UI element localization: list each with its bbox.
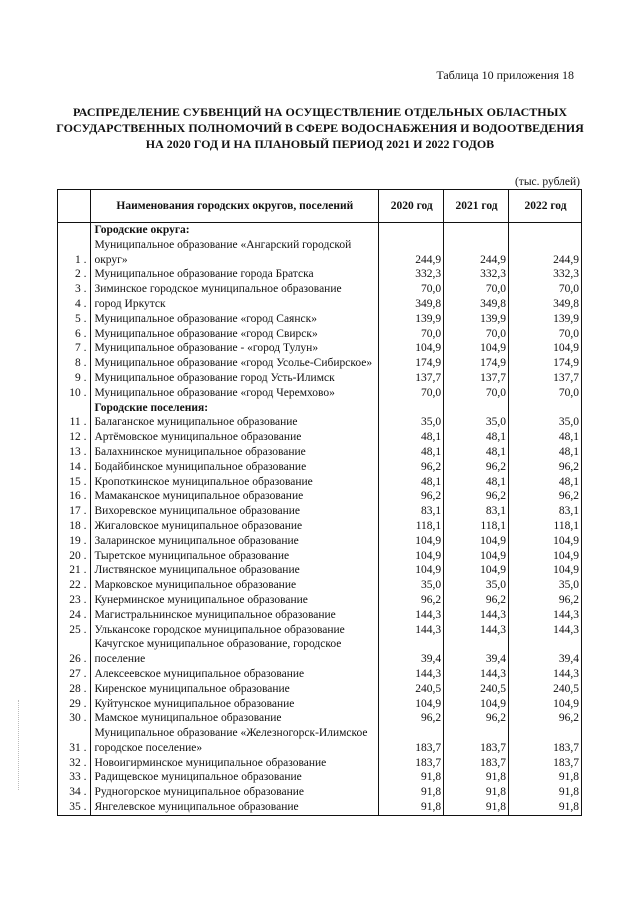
municipality-name: Муниципальное образование «город Саянск» — [91, 312, 379, 327]
value-2020: 183,7 — [379, 726, 444, 756]
value-2022: 48,1 — [509, 445, 582, 460]
municipality-name: Муниципальное образование «Ангарский городской округ» — [91, 238, 379, 268]
row-number: 24 . — [58, 608, 91, 623]
row-number — [58, 401, 91, 416]
value-2021: 96,2 — [444, 460, 509, 475]
value-2021: 83,1 — [444, 504, 509, 519]
row-number — [58, 223, 91, 238]
row-number: 21 . — [58, 563, 91, 578]
value-2022: 35,0 — [509, 578, 582, 593]
value-2020: 104,9 — [379, 341, 444, 356]
municipality-name: Кропоткинское муниципальное образование — [91, 475, 379, 490]
table-row — [58, 356, 582, 371]
header-name: Наименования городских округов, поселений — [91, 190, 379, 223]
value-2021: 183,7 — [444, 726, 509, 756]
value-2020: 96,2 — [379, 489, 444, 504]
value-2020: 35,0 — [379, 578, 444, 593]
row-number: 5 . — [58, 312, 91, 327]
municipality-name: Вихоревское муниципальное образование — [91, 504, 379, 519]
value-2020: 144,3 — [379, 667, 444, 682]
row-number: 12 . — [58, 430, 91, 445]
municipality-name: Листвянское муниципальное образование — [91, 563, 379, 578]
value-2020 — [379, 223, 444, 238]
row-number: 1 . — [58, 238, 91, 268]
row-number: 31 . — [58, 726, 91, 756]
value-2021: 137,7 — [444, 371, 509, 386]
value-2020: 96,2 — [379, 711, 444, 726]
value-2021: 35,0 — [444, 578, 509, 593]
subsidy-table — [57, 189, 582, 816]
table-row — [58, 475, 582, 490]
value-2020 — [379, 401, 444, 416]
value-2022: 70,0 — [509, 282, 582, 297]
municipality-name: Улькансоке городское муниципальное образование — [91, 623, 379, 638]
section-row — [58, 401, 582, 416]
municipality-name: Зиминское городское муниципальное образование — [91, 282, 379, 297]
table-row — [58, 800, 582, 815]
row-number: 7 . — [58, 341, 91, 356]
table-row — [58, 667, 582, 682]
value-2022: 70,0 — [509, 386, 582, 401]
value-2021: 48,1 — [444, 430, 509, 445]
value-2020: 91,8 — [379, 800, 444, 815]
value-2022 — [509, 223, 582, 238]
value-2020: 240,5 — [379, 682, 444, 697]
value-2020: 244,9 — [379, 238, 444, 268]
value-2020: 104,9 — [379, 549, 444, 564]
value-2021: 104,9 — [444, 549, 509, 564]
municipality-name: Качугское муниципальное образование, городское поселение — [91, 637, 379, 667]
scan-margin-mark — [18, 700, 20, 790]
value-2020: 70,0 — [379, 386, 444, 401]
row-number: 28 . — [58, 682, 91, 697]
units-label: (тыс. рублей) — [514, 176, 580, 188]
table-row — [58, 756, 582, 771]
value-2022: 48,1 — [509, 475, 582, 490]
value-2022: 104,9 — [509, 549, 582, 564]
value-2022: 91,8 — [509, 770, 582, 785]
value-2021: 139,9 — [444, 312, 509, 327]
municipality-name: Мамское муниципальное образование — [91, 711, 379, 726]
title-line: ГОСУДАРСТВЕННЫХ ПОЛНОМОЧИЙ В СФЕРЕ ВОДОСНАБЖЕНИЯ И ВОДООТВЕДЕНИЯ — [56, 121, 584, 135]
municipality-name: Янгелевское муниципальное образование — [91, 800, 379, 815]
value-2020: 35,0 — [379, 415, 444, 430]
value-2020: 183,7 — [379, 756, 444, 771]
table-row — [58, 312, 582, 327]
value-2022: 70,0 — [509, 327, 582, 342]
value-2022: 96,2 — [509, 711, 582, 726]
row-number: 11 . — [58, 415, 91, 430]
value-2021: 244,9 — [444, 238, 509, 268]
table-row — [58, 578, 582, 593]
table-header-row — [58, 190, 582, 223]
row-number: 3 . — [58, 282, 91, 297]
value-2021: 70,0 — [444, 327, 509, 342]
row-number: 2 . — [58, 267, 91, 282]
table-row — [58, 534, 582, 549]
section-row — [58, 223, 582, 238]
value-2021: 104,9 — [444, 697, 509, 712]
municipality-name: Новоигирминское муниципальное образование — [91, 756, 379, 771]
table-row — [58, 297, 582, 312]
value-2021: 39,4 — [444, 637, 509, 667]
value-2021: 35,0 — [444, 415, 509, 430]
value-2022: 174,9 — [509, 356, 582, 371]
row-number: 25 . — [58, 623, 91, 638]
value-2021: 349,8 — [444, 297, 509, 312]
municipality-name: Муниципальное образование «город Черемхово» — [91, 386, 379, 401]
row-number: 9 . — [58, 371, 91, 386]
value-2021: 104,9 — [444, 534, 509, 549]
row-number: 27 . — [58, 667, 91, 682]
table-row — [58, 637, 582, 667]
value-2022: 144,3 — [509, 623, 582, 638]
value-2022: 183,7 — [509, 756, 582, 771]
value-2022: 83,1 — [509, 504, 582, 519]
table-row — [58, 711, 582, 726]
value-2022: 104,9 — [509, 534, 582, 549]
value-2020: 349,8 — [379, 297, 444, 312]
value-2020: 174,9 — [379, 356, 444, 371]
municipality-name: Киренское муниципальное образование — [91, 682, 379, 697]
header-2020: 2020 год — [379, 190, 444, 223]
municipality-name: Муниципальное образование города Братска — [91, 267, 379, 282]
value-2021: 240,5 — [444, 682, 509, 697]
value-2020: 104,9 — [379, 534, 444, 549]
municipality-name: Муниципальное образование «город Свирск» — [91, 327, 379, 342]
table-row — [58, 415, 582, 430]
title-line: РАСПРЕДЕЛЕНИЕ СУБВЕНЦИЙ НА ОСУЩЕСТВЛЕНИЕ ОТДЕЛЬНЫХ ОБЛАСТНЫХ — [72, 105, 568, 119]
value-2022: 139,9 — [509, 312, 582, 327]
value-2020: 104,9 — [379, 697, 444, 712]
table-row — [58, 489, 582, 504]
table-row — [58, 682, 582, 697]
table-row — [58, 519, 582, 534]
table-row — [58, 386, 582, 401]
row-number: 20 . — [58, 549, 91, 564]
row-number: 6 . — [58, 327, 91, 342]
header-number — [58, 190, 91, 223]
municipality-name: Кунерминское муниципальное образование — [91, 593, 379, 608]
table-row — [58, 593, 582, 608]
value-2022: 96,2 — [509, 489, 582, 504]
municipality-name: Бодайбинское муниципальное образование — [91, 460, 379, 475]
value-2020: 83,1 — [379, 504, 444, 519]
value-2021: 144,3 — [444, 623, 509, 638]
section-title: Городские поселения: — [91, 401, 379, 416]
municipality-name: Радищевское муниципальное образование — [91, 770, 379, 785]
value-2020: 104,9 — [379, 563, 444, 578]
value-2021: 96,2 — [444, 489, 509, 504]
value-2021: 48,1 — [444, 475, 509, 490]
value-2022: 104,9 — [509, 563, 582, 578]
section-title: Городские округа: — [91, 223, 379, 238]
value-2020: 96,2 — [379, 593, 444, 608]
header-2022: 2022 год — [509, 190, 582, 223]
title-line: НА 2020 ГОД И НА ПЛАНОВЫЙ ПЕРИОД 2021 И 2022 ГОДОВ — [145, 137, 495, 151]
value-2020: 70,0 — [379, 327, 444, 342]
municipality-name: Куйтунское муниципальное образование — [91, 697, 379, 712]
value-2022: 137,7 — [509, 371, 582, 386]
value-2021: 96,2 — [444, 593, 509, 608]
value-2020: 91,8 — [379, 770, 444, 785]
value-2022: 104,9 — [509, 697, 582, 712]
municipality-name: Артёмовское муниципальное образование — [91, 430, 379, 445]
row-number: 22 . — [58, 578, 91, 593]
value-2021: 91,8 — [444, 785, 509, 800]
row-number: 4 . — [58, 297, 91, 312]
table-row — [58, 697, 582, 712]
value-2021: 91,8 — [444, 770, 509, 785]
row-number: 16 . — [58, 489, 91, 504]
value-2021: 144,3 — [444, 667, 509, 682]
row-number: 30 . — [58, 711, 91, 726]
value-2020: 139,9 — [379, 312, 444, 327]
row-number: 18 . — [58, 519, 91, 534]
value-2022: 96,2 — [509, 460, 582, 475]
municipality-name: Жигаловское муниципальное образование — [91, 519, 379, 534]
value-2022: 349,8 — [509, 297, 582, 312]
header-2021: 2021 год — [444, 190, 509, 223]
row-number: 32 . — [58, 756, 91, 771]
municipality-name: Марковское муниципальное образование — [91, 578, 379, 593]
value-2021: 91,8 — [444, 800, 509, 815]
value-2022: 91,8 — [509, 785, 582, 800]
table-row — [58, 282, 582, 297]
value-2021 — [444, 401, 509, 416]
value-2022: 39,4 — [509, 637, 582, 667]
table-row — [58, 785, 582, 800]
value-2021: 70,0 — [444, 282, 509, 297]
value-2020: 70,0 — [379, 282, 444, 297]
value-2020: 48,1 — [379, 445, 444, 460]
table-row — [58, 327, 582, 342]
municipality-name: Муниципальное образование «Железногорск-Илимское городское поселение» — [91, 726, 379, 756]
value-2021: 174,9 — [444, 356, 509, 371]
row-number: 35 . — [58, 800, 91, 815]
table-row — [58, 460, 582, 475]
municipality-name: Муниципальное образование - «город Тулун» — [91, 341, 379, 356]
value-2020: 144,3 — [379, 623, 444, 638]
row-number: 34 . — [58, 785, 91, 800]
municipality-name: Муниципальное образование «город Усолье-Сибирское» — [91, 356, 379, 371]
value-2021: 48,1 — [444, 445, 509, 460]
value-2022: 144,3 — [509, 667, 582, 682]
row-number: 29 . — [58, 697, 91, 712]
value-2021: 70,0 — [444, 386, 509, 401]
table-caption: Таблица 10 приложения 18 — [436, 68, 574, 82]
table-row — [58, 623, 582, 638]
table-row — [58, 371, 582, 386]
table-row — [58, 267, 582, 282]
municipality-name: Рудногорское муниципальное образование — [91, 785, 379, 800]
value-2020: 91,8 — [379, 785, 444, 800]
municipality-name: Заларинское муниципальное образование — [91, 534, 379, 549]
value-2020: 96,2 — [379, 460, 444, 475]
row-number: 10 . — [58, 386, 91, 401]
municipality-name: Муниципальное образование город Усть-Илимск — [91, 371, 379, 386]
table-row — [58, 549, 582, 564]
row-number: 26 . — [58, 637, 91, 667]
value-2022: 332,3 — [509, 267, 582, 282]
value-2020: 39,4 — [379, 637, 444, 667]
table-row — [58, 238, 582, 268]
table-row — [58, 504, 582, 519]
document-title — [40, 104, 600, 152]
table-row — [58, 445, 582, 460]
value-2020: 118,1 — [379, 519, 444, 534]
value-2021: 183,7 — [444, 756, 509, 771]
municipality-name: Тыретское муниципальное образование — [91, 549, 379, 564]
row-number: 13 . — [58, 445, 91, 460]
table-row — [58, 608, 582, 623]
value-2022: 144,3 — [509, 608, 582, 623]
value-2020: 137,7 — [379, 371, 444, 386]
value-2022: 96,2 — [509, 593, 582, 608]
table-row — [58, 770, 582, 785]
value-2021: 104,9 — [444, 563, 509, 578]
table-body — [58, 223, 582, 816]
row-number: 15 . — [58, 475, 91, 490]
municipality-name: Магистральнинское муниципальное образование — [91, 608, 379, 623]
value-2020: 48,1 — [379, 430, 444, 445]
row-number: 8 . — [58, 356, 91, 371]
row-number: 19 . — [58, 534, 91, 549]
table-row — [58, 430, 582, 445]
table-row — [58, 563, 582, 578]
table-row — [58, 341, 582, 356]
value-2022: 183,7 — [509, 726, 582, 756]
value-2021: 144,3 — [444, 608, 509, 623]
value-2022: 118,1 — [509, 519, 582, 534]
municipality-name: Мамаканское муниципальное образование — [91, 489, 379, 504]
municipality-name: Алексеевское муниципальное образование — [91, 667, 379, 682]
value-2020: 144,3 — [379, 608, 444, 623]
value-2021 — [444, 223, 509, 238]
value-2021: 332,3 — [444, 267, 509, 282]
value-2021: 104,9 — [444, 341, 509, 356]
row-number: 33 . — [58, 770, 91, 785]
municipality-name: Балахнинское муниципальное образование — [91, 445, 379, 460]
value-2022: 48,1 — [509, 430, 582, 445]
value-2021: 96,2 — [444, 711, 509, 726]
value-2022 — [509, 401, 582, 416]
value-2022: 244,9 — [509, 238, 582, 268]
value-2022: 91,8 — [509, 800, 582, 815]
municipality-name: город Иркутск — [91, 297, 379, 312]
value-2020: 48,1 — [379, 475, 444, 490]
value-2021: 118,1 — [444, 519, 509, 534]
value-2022: 104,9 — [509, 341, 582, 356]
table-row — [58, 726, 582, 756]
value-2022: 240,5 — [509, 682, 582, 697]
row-number: 14 . — [58, 460, 91, 475]
row-number: 23 . — [58, 593, 91, 608]
row-number: 17 . — [58, 504, 91, 519]
value-2022: 35,0 — [509, 415, 582, 430]
value-2020: 332,3 — [379, 267, 444, 282]
municipality-name: Балаганское муниципальное образование — [91, 415, 379, 430]
